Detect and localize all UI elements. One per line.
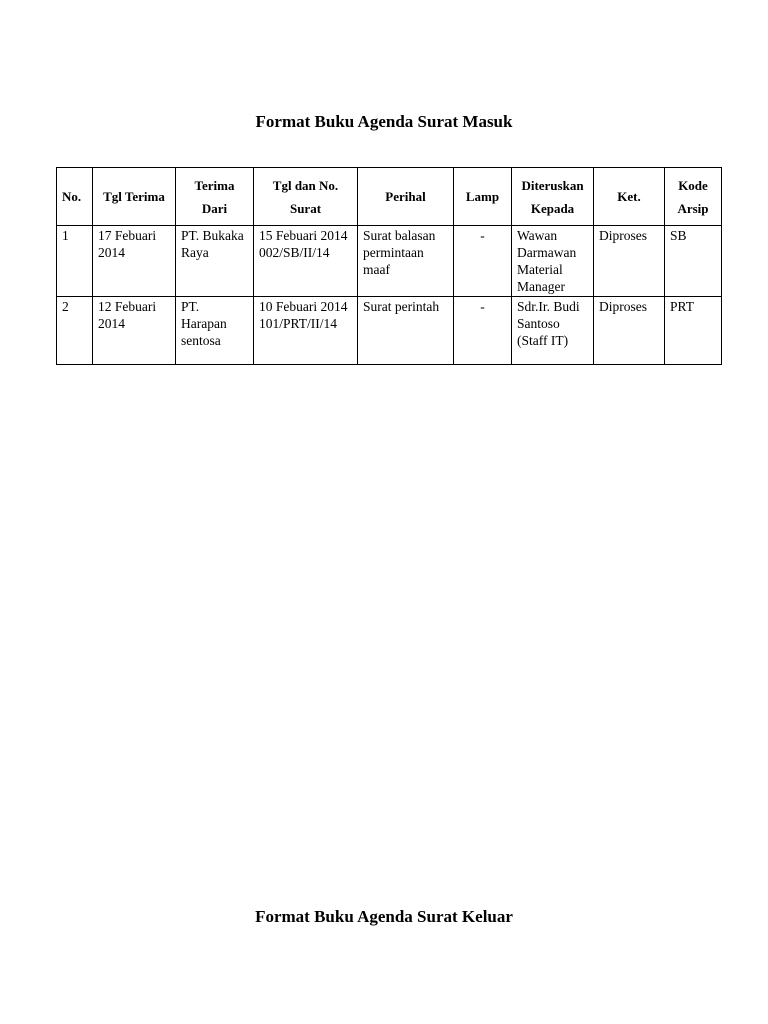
- column-header-perihal: Perihal: [358, 168, 454, 226]
- cell-perihal: Surat perintah: [358, 297, 454, 365]
- cell-ket: Diproses: [594, 297, 665, 365]
- cell-ket: Diproses: [594, 226, 665, 297]
- cell-perihal: Surat balasan permintaan maaf: [358, 226, 454, 297]
- cell-tgl-no-surat: 15 Febuari 2014 002/SB/II/14: [254, 226, 358, 297]
- cell-tgl-no-surat: 10 Febuari 2014 101/PRT/II/14: [254, 297, 358, 365]
- title-surat-keluar: Format Buku Agenda Surat Keluar: [255, 907, 513, 926]
- cell-kode-arsip: PRT: [665, 297, 722, 365]
- cell-diteruskan-kepada: Sdr.Ir. Budi Santoso (Staff IT): [512, 297, 594, 365]
- cell-no: 2: [57, 297, 93, 365]
- table-row: [57, 297, 722, 365]
- column-header-ket: Ket.: [594, 168, 665, 226]
- table-row: [57, 226, 722, 297]
- column-header-lamp: Lamp: [454, 168, 512, 226]
- cell-tgl-terima: 12 Febuari 2014: [93, 297, 176, 365]
- cell-lamp: -: [454, 226, 512, 297]
- title-surat-masuk: Format Buku Agenda Surat Masuk: [255, 112, 513, 131]
- cell-tgl-terima: 17 Febuari 2014: [93, 226, 176, 297]
- cell-no: 1: [57, 226, 93, 297]
- column-header-no: No.: [57, 168, 93, 226]
- agenda-surat-masuk-table: [56, 167, 722, 365]
- column-header-diteruskan-kepada: Diteruskan Kepada: [512, 168, 594, 226]
- cell-kode-arsip: SB: [665, 226, 722, 297]
- column-header-terima-dari: Terima Dari: [176, 168, 254, 226]
- table-header-row: [57, 168, 722, 226]
- column-header-kode-arsip: Kode Arsip: [665, 168, 722, 226]
- cell-diteruskan-kepada: Wawan Darmawan Material Manager: [512, 226, 594, 297]
- column-header-tgl-terima: Tgl Terima: [93, 168, 176, 226]
- cell-terima-dari: PT. Bukaka Raya: [176, 226, 254, 297]
- cell-lamp: -: [454, 297, 512, 365]
- column-header-tgl-no-surat: Tgl dan No. Surat: [254, 168, 358, 226]
- cell-terima-dari: PT. Harapan sentosa: [176, 297, 254, 365]
